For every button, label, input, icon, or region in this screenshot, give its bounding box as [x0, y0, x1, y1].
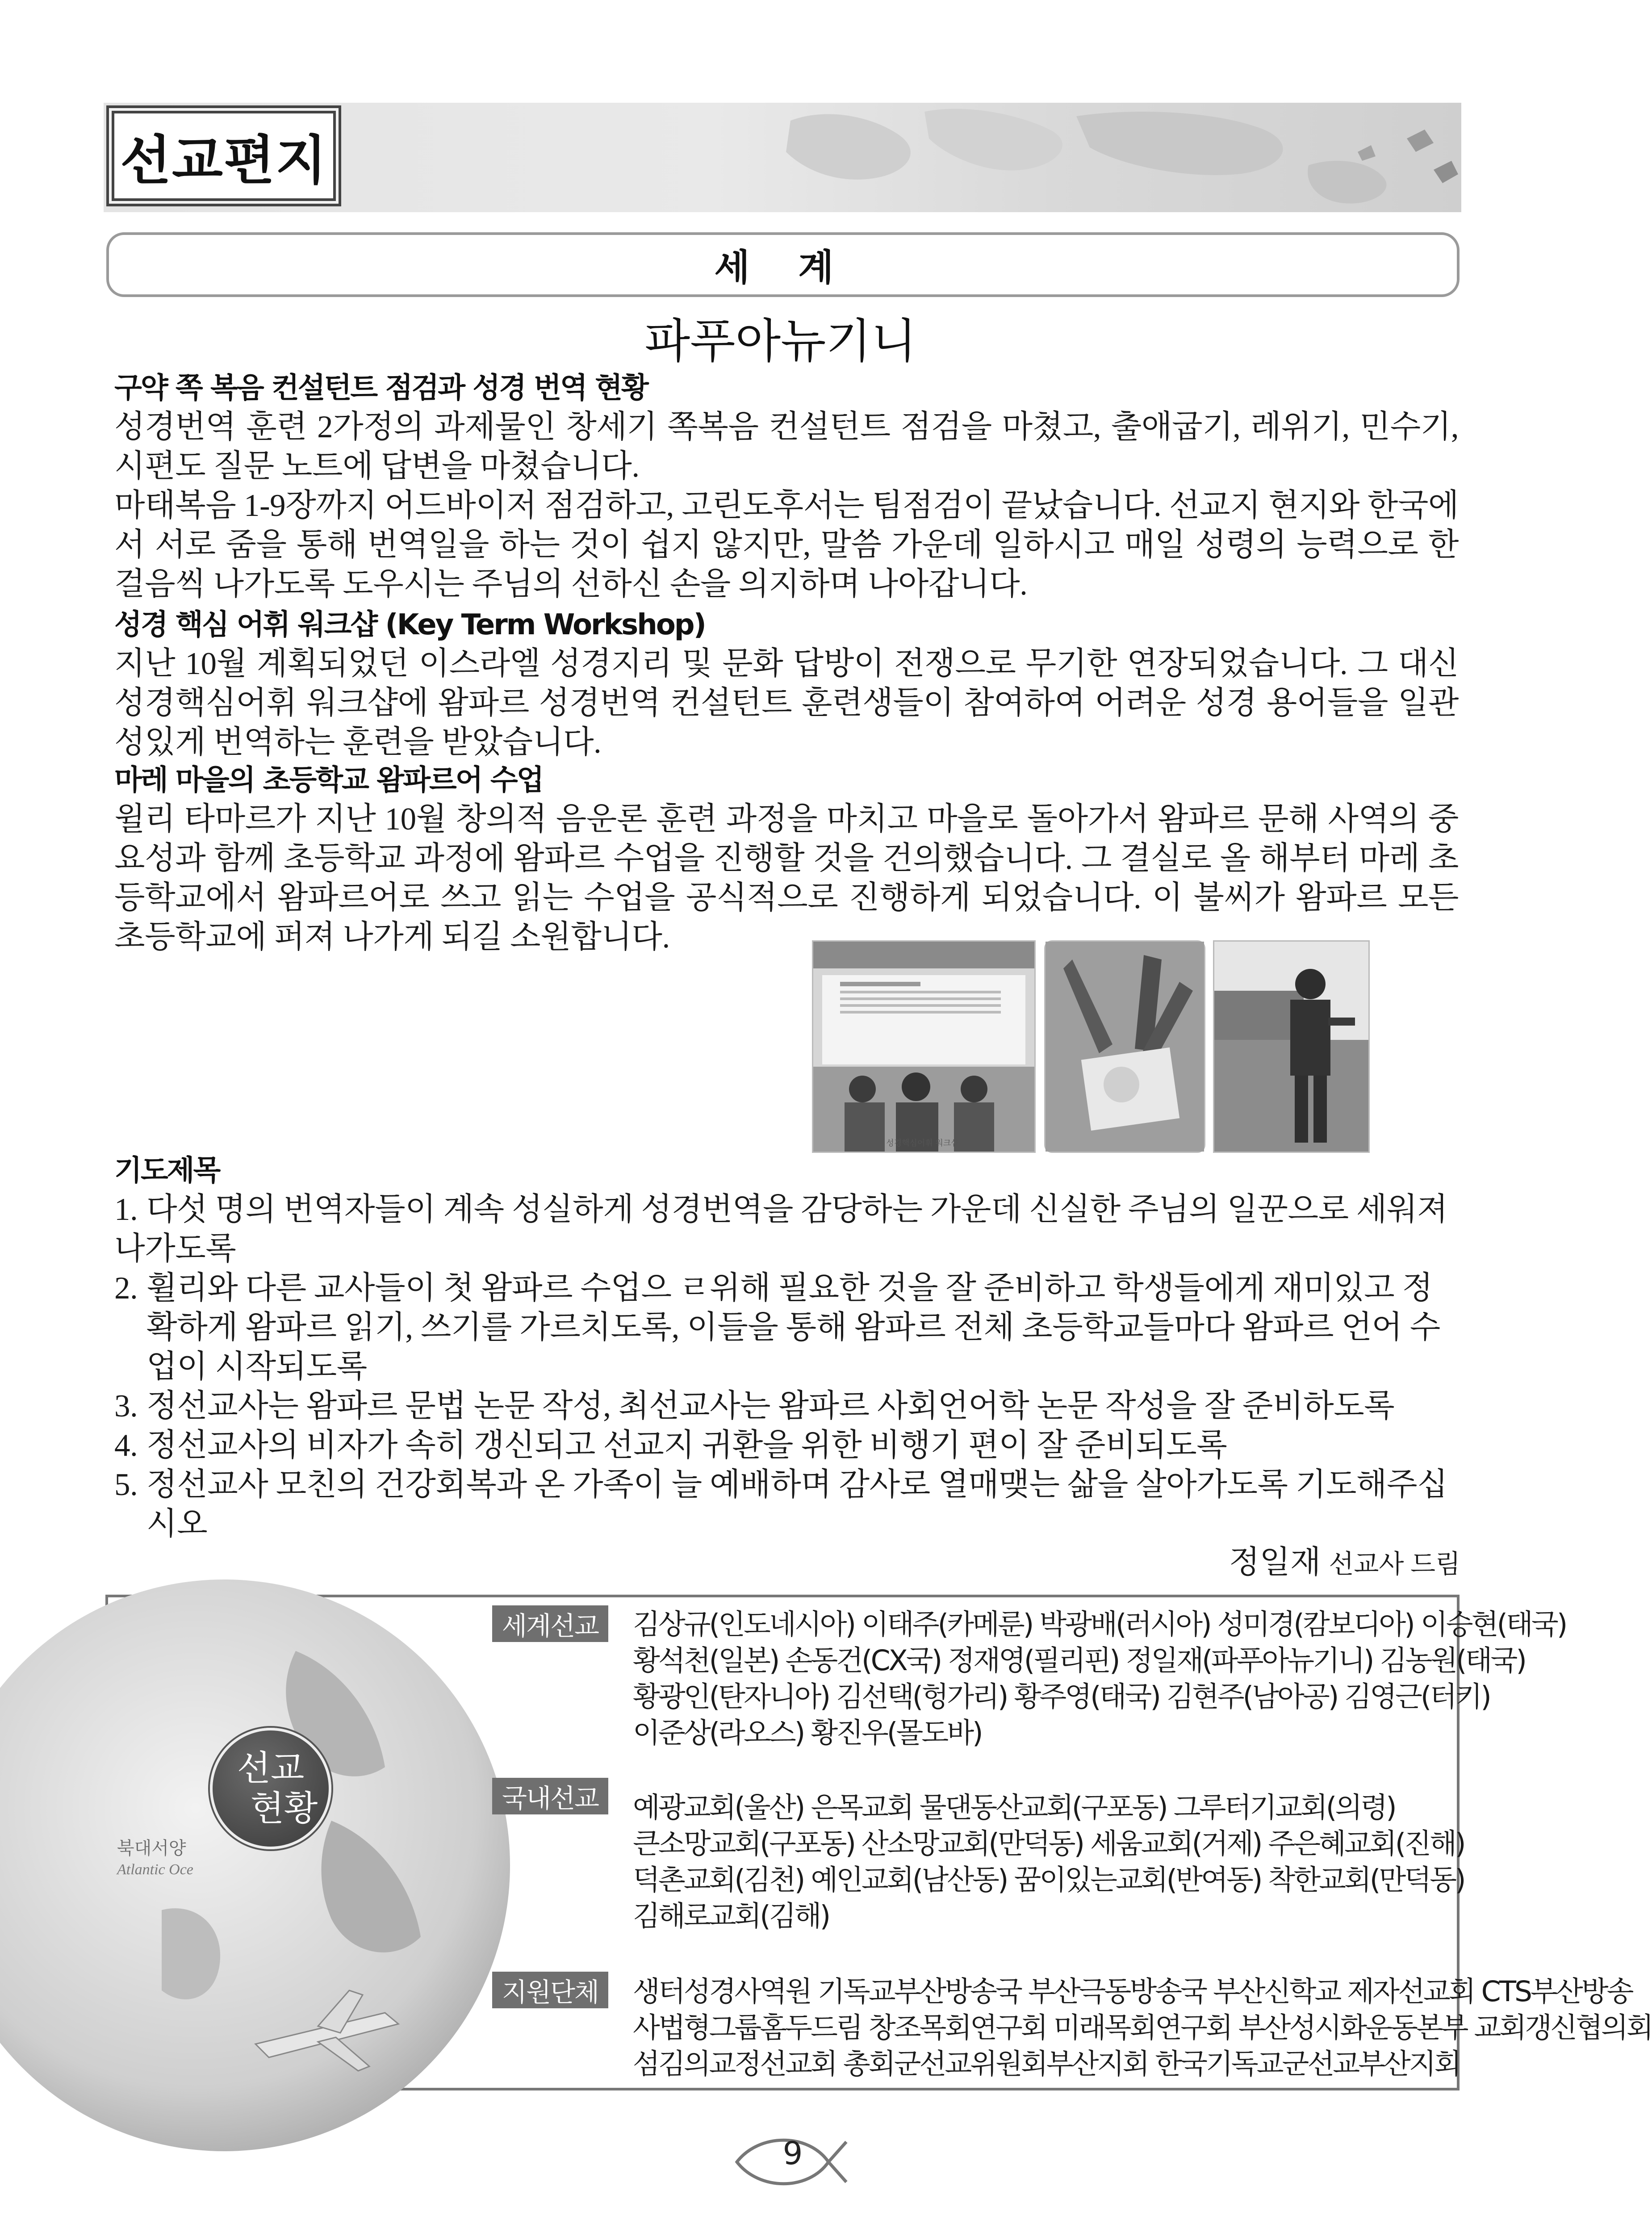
- country-title: 파푸아뉴기니: [644, 314, 917, 369]
- prayer-item: [114, 1190, 1459, 1269]
- name-line: 덕촌교회(김천) 예인교회(남산동) 꿈이있는교회(반여동) 착한교회(만덕동): [633, 1864, 1464, 1896]
- globe-label: 북대서양: [117, 1838, 186, 1858]
- paragraph: 마태복음 1-9장까지 어드바이저 점검하고, 고린도후서는 팀점검이 끝났습니다. 선교지 현지와 한국에서 서로 줌을 통해 번역일을 하는 것이 쉽지 않지만, 말씀 가운데 일하시고 매일 성령의 능력으로 한 걸음씩 나가도록 도우시는 주님의 선하신 손을 의지하며 나아갑니다.: [114, 488, 1459, 602]
- prayer-item: [114, 1426, 1459, 1465]
- world-map-decoration: [737, 103, 1461, 212]
- prayer-heading: 기도제목: [114, 1154, 220, 1187]
- prayer-line: 정선교사의 비자가 속히 갱신되고 선교지 귀환을 위한 비행기 편이 잘 준비되도록: [146, 1428, 1227, 1463]
- prayer-line: 정선교사 모친의 건강회복과 온 가족이 늘 예배하며 감사로 열매맺는 삶을 살아가도록 기도해주십: [146, 1467, 1448, 1502]
- section-heading: 성경 핵심 어휘 워크샵 (Key Term Workshop): [114, 608, 705, 641]
- prayer-item: [114, 1269, 1459, 1387]
- prayer-line: 확하게 왐파르 읽기, 쓰기를 가르치도록, 이들을 통해 왐파르 전체 초등학교들마다 왐파르 언어 수: [146, 1310, 1440, 1345]
- paragraph: 지난 10월 계획되었던 이스라엘 성경지리 및 문화 답방이 전쟁으로 무기한 연장되었습니다. 그 대신 성경핵심어휘 워크샵에 왐파르 성경번역 컨설턴트 훈련생들이 참여하여 어려운 성경 용어들을 일관성있게 번역하는 훈련을 받았습니다.: [114, 646, 1459, 760]
- section-heading: 마레 마을의 초등학교 왐파르어 수업: [114, 764, 543, 797]
- prayer-number: 4.: [114, 1428, 138, 1463]
- signature-name: 정일재: [1229, 1545, 1321, 1580]
- globe-illustration: [108, 1597, 510, 2088]
- hands-photo: [1044, 940, 1205, 1153]
- name-line: 김상규(인도네시아) 이태주(카메룬) 박광배(러시아) 성미경(캄보디아) 이승현(태국): [633, 1608, 1566, 1641]
- name-line: 사법형그룹홈두드림 창조목회연구회 미래목회연구회 부산성시화운동본부 교회갱신협의회: [633, 2011, 1652, 2044]
- prayer-number: 1.: [114, 1192, 138, 1227]
- name-line: 생터성경사역원 기독교부산방송국 부산극동방송국 부산신학교 제자선교회 CTS부산방송: [633, 1975, 1632, 2008]
- prayer-line: 업이 시작되도록: [146, 1349, 367, 1384]
- signature-suffix: 선교사 드림: [1329, 1550, 1460, 1579]
- prayer-item: [114, 1465, 1459, 1544]
- domestic-churches-list: [633, 1789, 1566, 1934]
- tag-world-missions: 세계선교: [492, 1605, 608, 1642]
- badge-line: 현황: [250, 1789, 318, 1828]
- page-number: 9: [782, 2135, 803, 2172]
- badge-line: 선교: [237, 1749, 305, 1788]
- workshop-photo: [812, 940, 1036, 1153]
- mission-status-badge: [210, 1728, 331, 1849]
- name-line: 섬김의교정선교회 총회군선교위원회부산지회 한국기독교군선교부산지회: [633, 2048, 1460, 2080]
- mission-status-box: [105, 1595, 1652, 2090]
- paragraph: 윌리 타마르가 지난 10월 창의적 음운론 훈련 과정을 마치고 마을로 돌아가서 왐파르 문해 사역의 중요성과 함께 초등학교 과정에 왐파르 수업을 진행할 것을 건의했습니다. 그 결실로 올 해부터 마레 초등학교에서 왐파르어로 쓰고 읽는 수업을 공식적으로 진행하게 되었습니다. 이 불씨가 왐파르 모든 초등학교에 퍼져 나가게 되길 소원합니다.: [114, 802, 1459, 955]
- photo-caption: 성경핵심어휘 워크샵: [886, 1139, 959, 1148]
- prayer-line: 정선교사는 왐파르 문법 논문 작성, 최선교사는 왐파르 사회언어학 논문 작성을 잘 준비하도록: [146, 1389, 1395, 1424]
- name-line: 예광교회(울산) 은목교회 물댄동산교회(구포동) 그루터기교회(의령): [633, 1791, 1395, 1824]
- region-banner: 세 계: [106, 232, 1460, 297]
- signature: [1229, 1537, 1460, 1582]
- tag-support-organizations: 지원단체: [492, 1972, 608, 2008]
- section-heading: 구약 쪽 복음 컨설턴트 점검과 성경 번역 현황: [114, 372, 648, 405]
- prayer-line: 나가도록: [114, 1232, 236, 1266]
- name-line: 황광인(탄자니아) 김선택(헝가리) 황주영(태국) 김현주(남아공) 김영근(터키): [633, 1680, 1490, 1713]
- globe-label: Atlantic Oce: [117, 1861, 193, 1878]
- prayer-item: [114, 1387, 1459, 1426]
- prayer-number: 3.: [114, 1389, 138, 1424]
- prayer-number: 5.: [114, 1467, 138, 1502]
- world-missionaries-list: [633, 1606, 1566, 1751]
- support-organizations-list: [633, 1973, 1652, 2082]
- name-line: 황석천(일본) 손동건(CX국) 정재영(필리핀) 정일재(파푸아뉴기니) 김농원(태국): [633, 1644, 1525, 1677]
- prayer-line: 다섯 명의 번역자들이 계속 성실하게 성경번역을 감당하는 가운데 신실한 주님의 일꾼으로 세워져: [146, 1192, 1448, 1227]
- teacher-photo: [1213, 940, 1370, 1153]
- tag-domestic-missions: 국내선교: [492, 1778, 608, 1814]
- prayer-line: 휠리와 다른 교사들이 첫 왐파르 수업으 ㄹ위해 필요한 것을 잘 준비하고 학생들에게 재미있고 정: [146, 1271, 1433, 1306]
- prayer-line: 시오: [146, 1507, 208, 1542]
- name-line: 김해로교회(김해): [633, 1900, 829, 1932]
- name-line: 큰소망교회(구포동) 산소망교회(만덕동) 세움교회(거제) 주은혜교회(진해): [633, 1827, 1464, 1860]
- section-badge: 선교편지: [112, 111, 336, 201]
- prayer-number: 2.: [114, 1271, 138, 1306]
- paragraph: 성경번역 훈련 2가정의 과제물인 창세기 쪽복음 컨설턴트 점검을 마쳤고, 출애굽기, 레위기, 민수기, 시편도 질문 노트에 답변을 마쳤습니다.: [114, 410, 1459, 484]
- name-line: 이준상(라오스) 황진우(몰도바): [633, 1717, 982, 1749]
